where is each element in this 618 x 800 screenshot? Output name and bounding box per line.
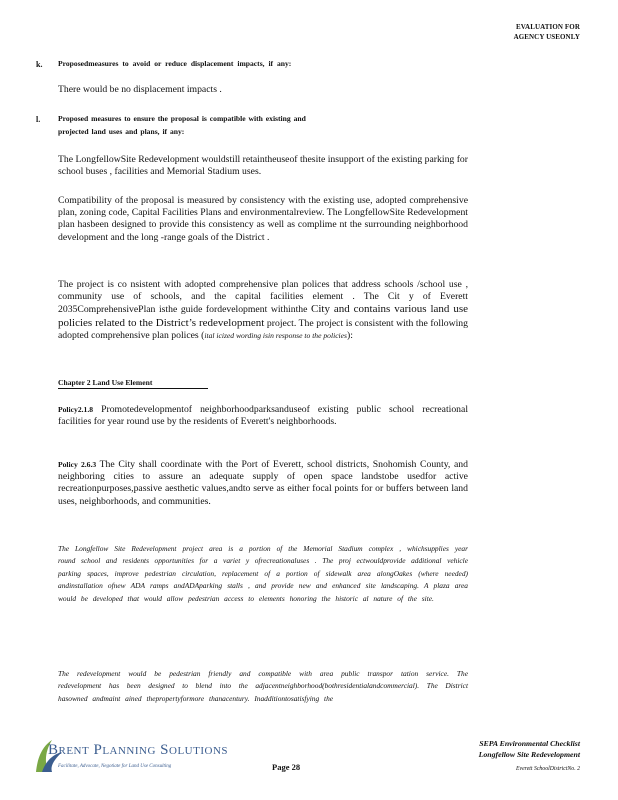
paragraph-2: Compatibility of the proposal is measured by consistency with the existing use, adopted comprehensive plan, zoning code, Capital Facilities Plans and environmentalreview. The LongfellowSite Redevelopment plan hasbeen designed to provide this consistency as well as complime nt the surrounding neighborhood development and the long -range goals of the District .	[58, 195, 468, 243]
policy-1	[58, 404, 468, 428]
paragraph-3	[58, 279, 468, 342]
item-k-answer: There would be no displacement impacts .	[58, 84, 222, 95]
chapter-heading: Chapter 2 Land Use Element	[58, 378, 208, 389]
italic-response-1: The Longfellow Site Redevelopment project area is a portion of the Memorial Stadium complex , whichsupplies year round school and residents opportunities for a variet y ofrecreationaluses . The proj ectwouldprovide additional vehicle parking spaces, improve pedestrian circulation, replacement of a portion of sidewalk area alongOakes (where needed) andinstallation ofnew ADA ramps andADAparking stalls , and provide new and enhanced site landscaping. A plaza area would be developed that would allow pedestrian access to elements honoring the historic al nature of the site.	[58, 544, 468, 603]
italic-response-2: The redevelopment would be pedestrian friendly and compatible with area public transpor tation service. The redevelopment has been designed to blend into the adjacentneighborhood(bothresidentialandcommercial). The District hasowned andmaint ained thepropertyformore thanacentury. Inadditiontosatisfying the	[58, 669, 468, 703]
item-k-question: Proposedmeasures to avoid or reduce displacement impacts, if any:	[58, 59, 292, 68]
item-l-letter: l.	[36, 115, 41, 124]
paragraph-3-part-a: The project is co nsistent with adopted comprehensive plan polices that address schools /school use , community use of schools, and the capital facilities element . The Cit y of Everett 2035ComprehensivePlan isthe guide fordevelopment withinthe	[58, 279, 468, 316]
footer-right-line-2: Longfellow Site Redevelopment	[478, 750, 580, 759]
policy-2-text: The City shall coordinate with the Port of Everett, school districts, Snohomish County, and neighboring cities to assure an adequate supply of open space landstobe usedfor active recreationpurposes,passive aesthetic values,andto serve as either focal points for or buffers between land uses, neighborhoods, and communities.	[58, 459, 468, 507]
paragraph-1: The LongfellowSite Redevelopment wouldstill retaintheuseof thesite insupport of the existing parking for school buses , facilities and Memorial Stadium uses.	[58, 154, 468, 178]
item-k-letter: k.	[36, 60, 43, 69]
page-number: Page 28	[272, 762, 301, 772]
policy-1-label: Policy2.1.8	[58, 405, 94, 414]
footer-right	[392, 738, 580, 775]
policy-2	[58, 459, 468, 508]
eval-line-1: EVALUATION FOR	[516, 23, 580, 31]
paragraph-3-italic: ital icized wording isin response to the policies	[204, 330, 347, 340]
item-l-question-line-1: Proposed measures to ensure the proposal is compatible with existing and	[58, 114, 306, 123]
logo-tagline: Facilitate, Advocate, Negotiate for Land Use Consulting	[58, 764, 172, 769]
footer-right-line-3: Everett SchoolDistrictNo. 2	[515, 766, 580, 772]
policy-1-text: Promotedevelopmentof neighborhoodparksanduseof existing public school recreational facilities for year round use by the residents of Everett's neighborhoods.	[58, 404, 469, 428]
policy-2-label: Policy 2.6.3	[58, 460, 97, 469]
evaluation-header	[470, 22, 580, 42]
paragraph-3-end: ):	[347, 329, 353, 341]
logo-text: Brent Planning Solutions	[48, 742, 229, 758]
eval-line-2: AGENCY USEONLY	[513, 33, 580, 41]
paragraph-3-part-b: City and contains various land use policies related to the District’s redevelopment	[58, 303, 468, 329]
paragraph-3-part-c: project. The project is consistent with the following adopted comprehensive plan polices (	[58, 317, 468, 341]
footer-right-line-1: SEPA Environmental Checklist	[479, 739, 580, 748]
item-l-question-line-2: projected land uses and plans, if any:	[58, 127, 185, 136]
